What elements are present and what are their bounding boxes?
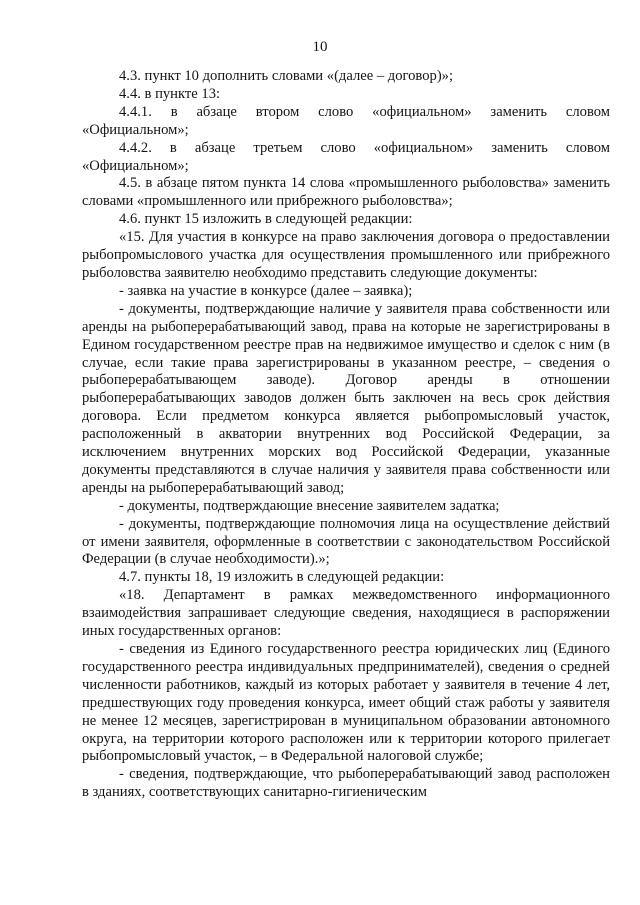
paragraph-4-3: 4.3. пункт 10 дополнить словами «(далее – договор)»; (119, 68, 454, 84)
paragraph-4-4: 4.4. в пункте 13: (119, 85, 221, 102)
paragraph-4-6: 4.6. пункт 15 изложить в следующей редакции: (119, 211, 413, 228)
clause-15-item-ownership-documents: - документы, подтверждающие наличие у заявителя права собственности или аренды на рыбоперерабатывающий завод, права на которые не зарегистрированы в Едином государственном реестре прав на недвижимое имущество и сделок с ним (в случае, если такие права зарегистрированы в указанном реестре, – сведения о рыбоперерабатывающем заводе). Договор аренды в отношении рыбоперерабатывающих заводов должен быть заключен на весь срок действия договора. Если предметом конкурса является рыбопромысловый участок, расположенный в акватории внутренних вод Российской Федерации, за исключением внутренних морских вод Российской Федерации, указанные документы представляются в случае наличия у заявителя права собственности или аренды на рыбоперерабатывающий завод; (82, 300, 610, 496)
paragraph-4-5: 4.5. в абзаце пятом пункта 14 слова «промышленного рыболовства» заменить словами «промышленного или прибрежного рыболовства»; (82, 175, 610, 210)
clause-15-item-authority: - документы, подтверждающие полномочия лица на осуществление действий от имени заявителя, оформленные в соответствии с законодательством Российской Федерации (в случае необходимости).»; (82, 515, 610, 568)
paragraph-4-4-1: 4.4.1. в абзаце втором слово «официальном» заменить словом «Официальном»; (82, 103, 610, 138)
clause-15-intro: «15. Для участия в конкурсе на право заключения договора о предоставлении рыбопромыслового участка для осуществления промышленного или прибрежного рыболовства заявителю необходимо представить следующие документы: (82, 229, 610, 281)
paragraph-4-4-2: 4.4.2. в абзаце третьем слово «официальном» заменить словом «Официальном»; (82, 139, 610, 174)
clause-18-item-sanitary: - сведения, подтверждающие, что рыбоперерабатывающий завод расположен в зданиях, соответствующих санитарно-гигиеническим (82, 766, 610, 801)
clause-15-item-deposit: - документы, подтверждающие внесение заявителем задатка; (119, 497, 500, 514)
clause-18-intro: «18. Департамент в рамках межведомственного информационного взаимодействия запрашивает следующие сведения, находящиеся в распоряжении иных государственных органов: (82, 587, 610, 640)
page-number: 10 (312, 39, 328, 55)
clause-18-item-registry: - сведения из Единого государственного реестра юридических лиц (Единого государственного реестра индивидуальных предпринимателей), сведения о средней численности работников, каждый из которых работает у заявителя в течение 4 лет, предшествующих году проведения конкурса, имеет общий стаж работы у заявителя не менее 12 месяцев, зарегистрирован в муниципальном образовании автономного округа, на территории которого расположен или к территории которого прилегает рыбопромысловый участок, – в Федеральной налоговой службе; (82, 641, 610, 765)
clause-15-item-application: - заявка на участие в конкурсе (далее – заявка); (119, 282, 413, 299)
paragraph-4-7: 4.7. пункты 18, 19 изложить в следующей редакции: (119, 569, 445, 586)
document-body (82, 68, 610, 802)
